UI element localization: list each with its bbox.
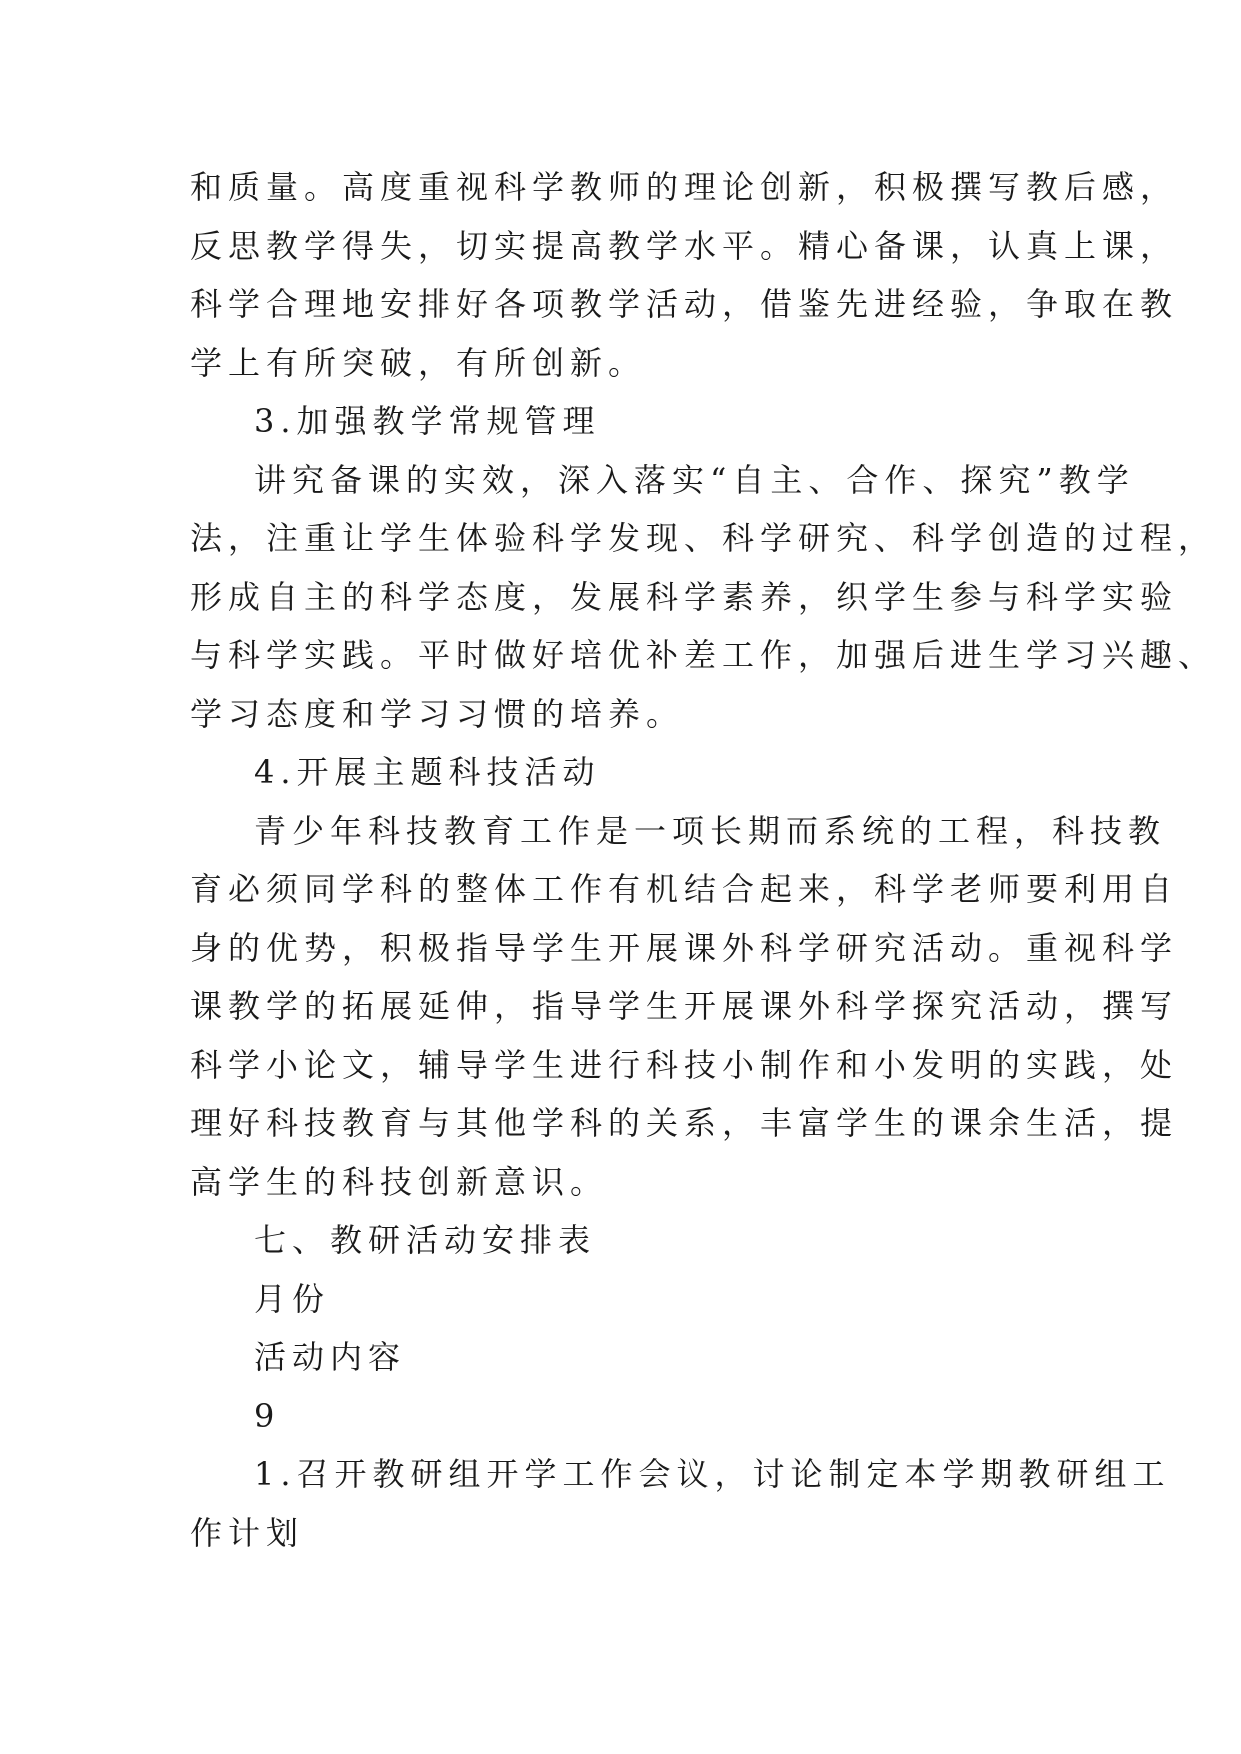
section-heading: 3.加强教学常规管理 [254, 402, 601, 440]
paragraph-line: 反思教学得失，切实提高教学水平。精心备课，认真上课， [190, 226, 1179, 265]
section-heading: 4.开展主题科技活动 [254, 753, 601, 791]
paragraph-line: 科学小论文，辅导学生进行科技小制作和小发明的实践，处 [190, 1045, 1179, 1084]
paragraph-line: 法，注重让学生体验科学发现、科学研究、科学创造的过程， [190, 519, 1217, 557]
paragraph-line: 形成自主的科学态度，发展科学素养，织学生参与科学实验 [190, 577, 1179, 616]
document-body [190, 158, 1217, 1562]
paragraph-line: 身的优势，积极指导学生开展课外科学研究活动。重视科学 [190, 928, 1179, 967]
paragraph-line: 与科学实践。平时做好培优补差工作，加强后进生学习兴趣、 [190, 636, 1217, 674]
paragraph-line: 学习态度和学习习惯的培养。 [190, 694, 685, 733]
table-cell-content: 作计划 [190, 1513, 305, 1552]
paragraph-line: 科学合理地安排好各项教学活动，借鉴先进经验，争取在教 [190, 285, 1179, 323]
paragraph-line: 青少年科技教育工作是一项长期而系统的工程，科技教 [254, 811, 1167, 850]
table-header-month: 月份 [254, 1279, 331, 1318]
paragraph-line: 育必须同学科的整体工作有机结合起来，科学老师要利用自 [190, 870, 1179, 908]
paragraph-line: 讲究备课的实效，深入落实“自主、合作、探究”教学 [254, 460, 1135, 499]
paragraph-line: 课教学的拓展延伸，指导学生开展课外科学探究活动，撰写 [190, 987, 1179, 1025]
table-cell-content: 1.召开教研组开学工作会议，讨论制定本学期教研组工 [254, 1455, 1171, 1493]
paragraph-line: 高学生的科技创新意识。 [190, 1162, 609, 1201]
paragraph-line: 理好科技教育与其他学科的关系，丰富学生的课余生活，提 [190, 1104, 1179, 1142]
paragraph-line: 和质量。高度重视科学教师的理论创新，积极撰写教后感， [190, 168, 1179, 206]
table-header-content: 活动内容 [254, 1338, 407, 1376]
table-cell-month: 9 [254, 1396, 281, 1435]
paragraph-line: 学上有所突破，有所创新。 [190, 343, 647, 382]
section-heading: 七、教研活动安排表 [254, 1221, 597, 1259]
